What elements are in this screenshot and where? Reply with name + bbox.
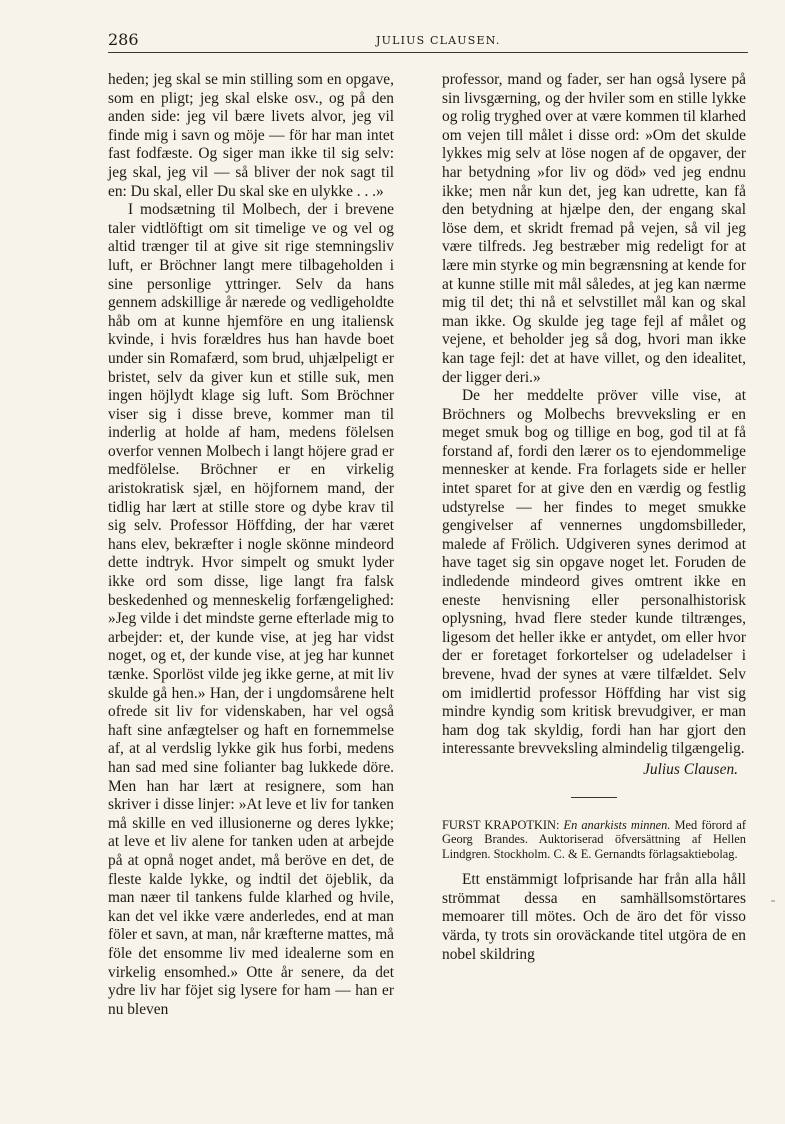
left-column xyxy=(108,71,394,1019)
section-divider xyxy=(571,797,617,798)
running-head: JULIUS CLAUSEN. xyxy=(376,34,501,47)
paragraph: professor, mand og fader, ser han også lysere på sin livsgærning, og der hviler som en stille lykke og rolig tryghed over at være kommen til klarhed om vejen till målet i disse ord: »Om det skulde lykkes mig selv at löse nogen af de opgaver, der har betydning »for liv og död» ved jeg endnu ikke; men når kun det, jeg kan udrette, kan få den betydning at hjælpe den, der engang skal löse dem, et skridt fremad på vejen, så vil jeg være tilfreds. Jeg bestræber mig redeligt for at lære min styrke og min begrænsning at kende for at kunne stille mit mål således, at jeg kan nærme mig til det; thi nå et selvstillet mål kan og skal man ikke. Og skulde jeg tage fejl af målet og vejene, et beholder jeg så dog, hvori man ikke kan tage fejl: det at have villet, og den idealitet, der ligger deri.» xyxy=(442,71,746,386)
page-header xyxy=(108,30,748,53)
right-column xyxy=(442,71,746,964)
paragraph: De her meddelte pröver ville vise, at Bröchners og Molbechs brevveksling er en meget smuk bog og tillige en bog, god til at få forstand af, fordi den lærer os to ejendommelige mennesker at kende. Fra forlagets side er heller intet sparet for at give den en værdig og festlig udstyrelse — her findes to meget smukke gengivelser af vennernes ungdomsbilleder, malede af Frölich. Udgiveren synes derimod at have taget sig sin opgave noget let. Foruden de indledende mindeord gives omtrent ikke en eneste henvisning eller personalhistorisk oplysning, hvad flere steder kunde tiltrænges, ligesom det heller ikke er antydet, om eller hvor der er foretaget forkortelser og udeladelser i brevene, hvad der synes at være tilfældet. Selv om imidlertid professor Höffding har vist sig mindre kyndig som kritisk brevudgiver, er man ham dog tak skyldig, fordi han har gjort den interessante brevveksling almindelig tilgængelig. xyxy=(442,387,746,758)
review-citation xyxy=(442,818,746,861)
author-signature: Julius Clausen. xyxy=(643,760,738,778)
scan-mark xyxy=(771,900,775,902)
review-details: Med förord af Georg Brandes. Auktoriserad öfversättning af Hellen Lindgren. Stockholm. C. & E. Gernandts förlagsaktiebolag. xyxy=(442,817,746,861)
review-author: FURST KRAPOTKIN: xyxy=(442,817,560,832)
review-body: Ett enstämmigt lofprisande har från alla håll strömmat dessa en samhällsomstörtares memoarer till mötes. Och de äro det för visso värda, ty trots sin oroväckande titel utgöra de en nobel skildring xyxy=(442,871,746,963)
page-number: 286 xyxy=(108,30,139,49)
paragraph: I modsætning til Molbech, der i brevene taler vidtlöftigt om sit timelige ve og vel og altid trænger til at give sit rige stemningsliv luft, er Bröchner langt mere tilbageholden i sine personlige yttringer. Selv da hans gennem adskillige år nærede og vedligeholdte håb om at kunne hjemföre en ung italiensk kvinde, i hvis forældres hus han havde boet under sin Romafærd, som brud, uhjælpeligt er bristet, selv da giver kun et stille suk, men ingen höjlydt klage sig luft. Som Bröchner viser sig i disse breve, kommer man til inderlig at holde af ham, medens fölelsen overfor vennen Molbech i langt höjere grad er medfölelse. Bröchner er en virkelig aristokratisk sjæl, en höjfornem mand, der tidlig har lært at stille store og dybe krav til sig selv. Professor Höffding, der har været hans elev, bekræfter i nogle skönne mindeord dette indtryk. Hvor simpelt og smukt lyder ikke ord som disse, lige langt fra falsk beskedenhed og menneskelig forfængelighed: »Jeg vilde i det mindste gerne efterlade mig to arbejder: et, der kunde vise, at jeg har vidst noget, og et, der kunde vise, at jeg har kunnet tænke. Sporlöst vilde jeg ikke gerne, at mit liv skulde gå hen.» Han, der i ungdomsårene helt ofrede sit liv for videnskaben, har vel også haft sine anfægtelser og haft en fornemmelse af, at al verdslig lykke gik hus forbi, medens han sad med sine folianter bag lukkede döre. Men han har lært at resignere, som han skriver i disse linjer: »At leve et liv for tanken må skille en ved illusionerne og deres lykke; at leve et liv alene for tanken uden at arbejde på at opnå noget andet, må beröve en det, de fleste kalde lykke, og indtil det öjeblik, da man næer til tankens fulde klarhed og hvile, kan det vel ikke være anderledes, end at man föler et savn, at man, når kræfterne mattes, må föle det ensomme liv med idealerne som en virkelig ensomhed.» Otte år senere, da det ydre liv har föjet sig lysere for ham — han er nu bleven xyxy=(108,201,394,1018)
paragraph: heden; jeg skal se min stilling som en opgave, som en pligt; jeg skal elske osv., og på den anden side: jeg vil bære livets alvor, jeg vil finde mig i savn og möje — för har man intet fast fodfæste. Og siger man ikke til sig selv: jeg skal, jeg vil — så bliver der nok sagt til en: Du skal, eller Du skal ske en ulykke . . .» xyxy=(108,71,394,200)
review-title: En anarkists minnen. xyxy=(563,817,671,832)
